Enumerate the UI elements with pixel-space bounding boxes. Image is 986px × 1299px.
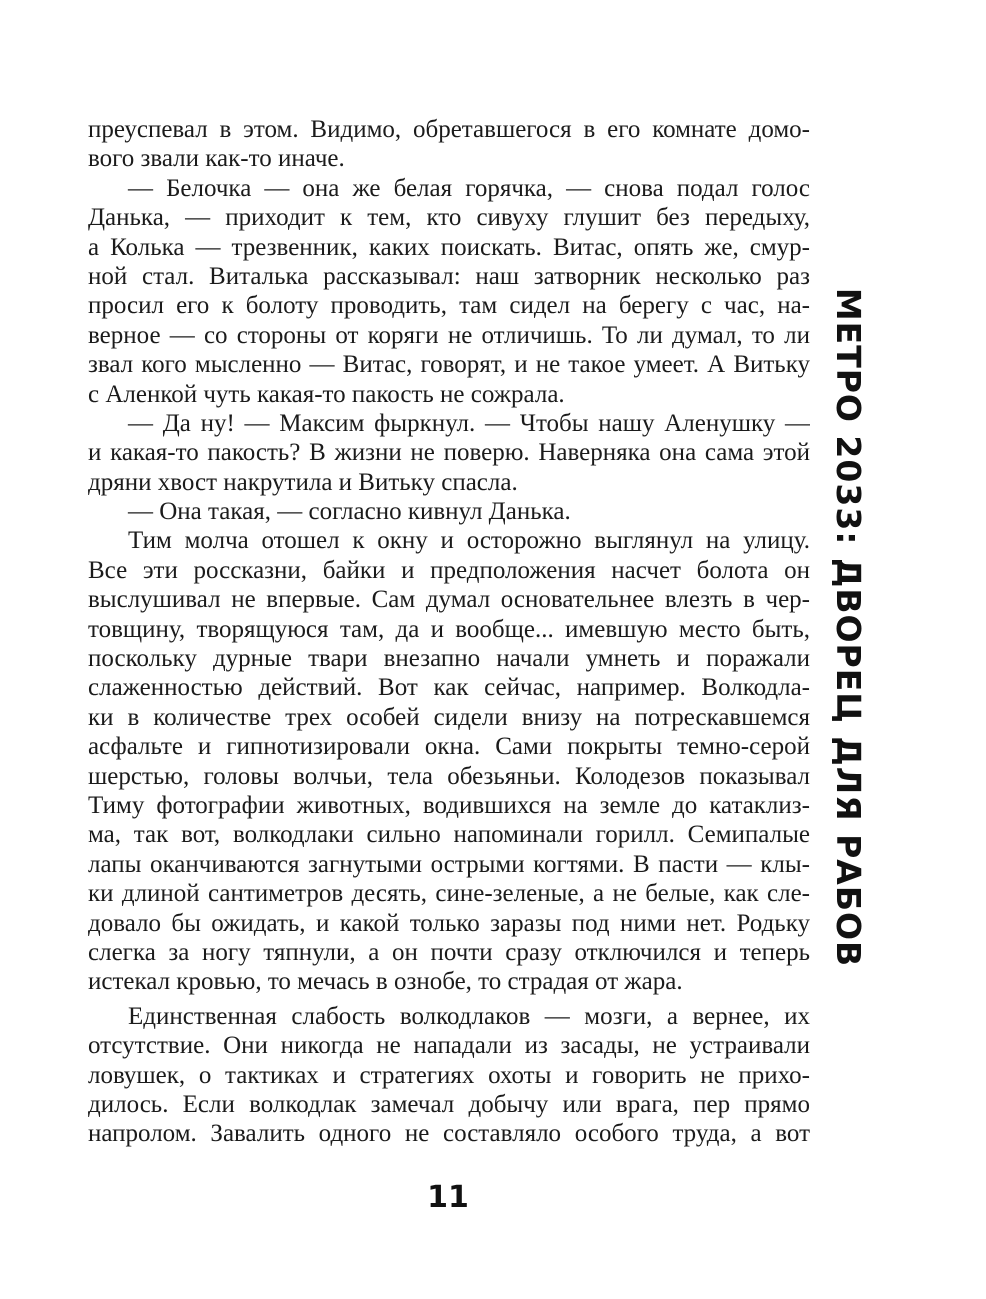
text-line-2: вого звали как-то иначе.	[88, 145, 345, 173]
page-body	[88, 115, 810, 1149]
text-line-26: лапы оканчиваются загнутыми острыми когтями. В пасти — клы-	[88, 850, 810, 878]
text-line-33: ловушек, о тактиках и стратегиях охоты и говорить не прихо-	[88, 1061, 810, 1089]
text-line-21: ки в количестве трех особей сидели внизу на потрескавшемся	[88, 703, 810, 731]
text-line-30: истекал кровью, то мечась в ознобе, то страдая от жара.	[88, 968, 683, 996]
running-title	[824, 287, 874, 968]
text-line-14: — Она такая, — согласно кивнул Данька.	[128, 498, 571, 526]
text-line-18: товщину, творящуюся там, да и вообще... имевшую место быть,	[88, 615, 810, 643]
running-title-text: МЕТРО 2033: ДВОРЕЦ ДЛЯ РАБОВ	[829, 287, 869, 968]
text-line-35: напролом. Завалить одного не составляло особого труда, а вот	[88, 1120, 810, 1148]
text-line-22: асфальте и гипнотизировали окна. Сами покрыты темно-серой	[88, 733, 810, 761]
text-line-29: слегка за ногу тяпнули, а он почти сразу отключился и теперь	[88, 938, 810, 966]
page-number: 11	[427, 1180, 469, 1215]
text-line-34: дилось. Если волкодлак замечал добычу или врага, пер прямо	[88, 1090, 810, 1118]
text-line-13: дряни хвост накрутила и Витьку спасла.	[88, 468, 518, 496]
text-line-27: ки длиной сантиметров десять, сине-зеленые, а не белые, как сле-	[88, 880, 810, 908]
text-line-25: ма, так вот, волкодлаки сильно напоминали горилл. Семипалые	[88, 821, 810, 849]
text-line-16: Все эти россказни, байки и предположения насчет болота он	[88, 556, 810, 584]
text-line-23: шерстью, головы волчьи, тела обезьяньи. Колодезов показывал	[88, 762, 810, 790]
text-line-32: отсутствие. Они никогда не нападали из засады, не устраивали	[88, 1032, 810, 1060]
text-line-12: и какая-то пакость? В жизни не поверю. Наверняка она сама этой	[88, 439, 810, 467]
text-line-6: ной стал. Виталька рассказывал: наш затворник несколько раз	[88, 262, 810, 290]
text-line-8: верное — со стороны от коряги не отличишь. То ли думал, то ли	[88, 321, 810, 349]
text-line-11: — Да ну! — Максим фыркнул. — Чтобы нашу Аленушку —	[128, 409, 810, 437]
text-line-10: с Аленкой чуть какая-то пакость не сожрала.	[88, 380, 565, 408]
text-line-20: слаженностью действий. Вот как сейчас, например. Волкодла-	[88, 674, 810, 702]
text-line-17: выслушивал не впервые. Сам думал основательнее влезть в чер-	[88, 586, 810, 614]
text-line-9: звал кого мысленно — Витас, говорят, и не такое умеет. А Витьку	[88, 351, 810, 379]
text-line-19: поскольку дурные твари внезапно начали умнеть и поражали	[88, 645, 810, 673]
text-line-1: преуспевал в этом. Видимо, обретавшегося в его комнате домо-	[88, 116, 810, 143]
text-line-24: Тиму фотографии животных, водившихся на земле до катаклиз-	[88, 791, 810, 819]
text-line-4: Данька, — приходит к тем, кто сивуху глушит без передыху,	[88, 204, 810, 232]
text-line-5: а Колька — трезвенник, каких поискать. Витас, опять же, смур-	[88, 233, 810, 261]
text-line-3: — Белочка — она же белая горячка, — снова подал голос	[128, 174, 810, 202]
text-line-28: довало бы ожидать, и какой только заразы под ними нет. Родьку	[88, 909, 810, 937]
text-line-15: Тим молча отошел к окну и осторожно выглянул на улицу.	[128, 527, 810, 555]
text-line-31: Единственная слабость волкодлаков — мозги, а вернее, их	[128, 1002, 810, 1030]
text-line-7: просил его к болоту проводить, там сидел на берегу с час, на-	[88, 292, 810, 320]
